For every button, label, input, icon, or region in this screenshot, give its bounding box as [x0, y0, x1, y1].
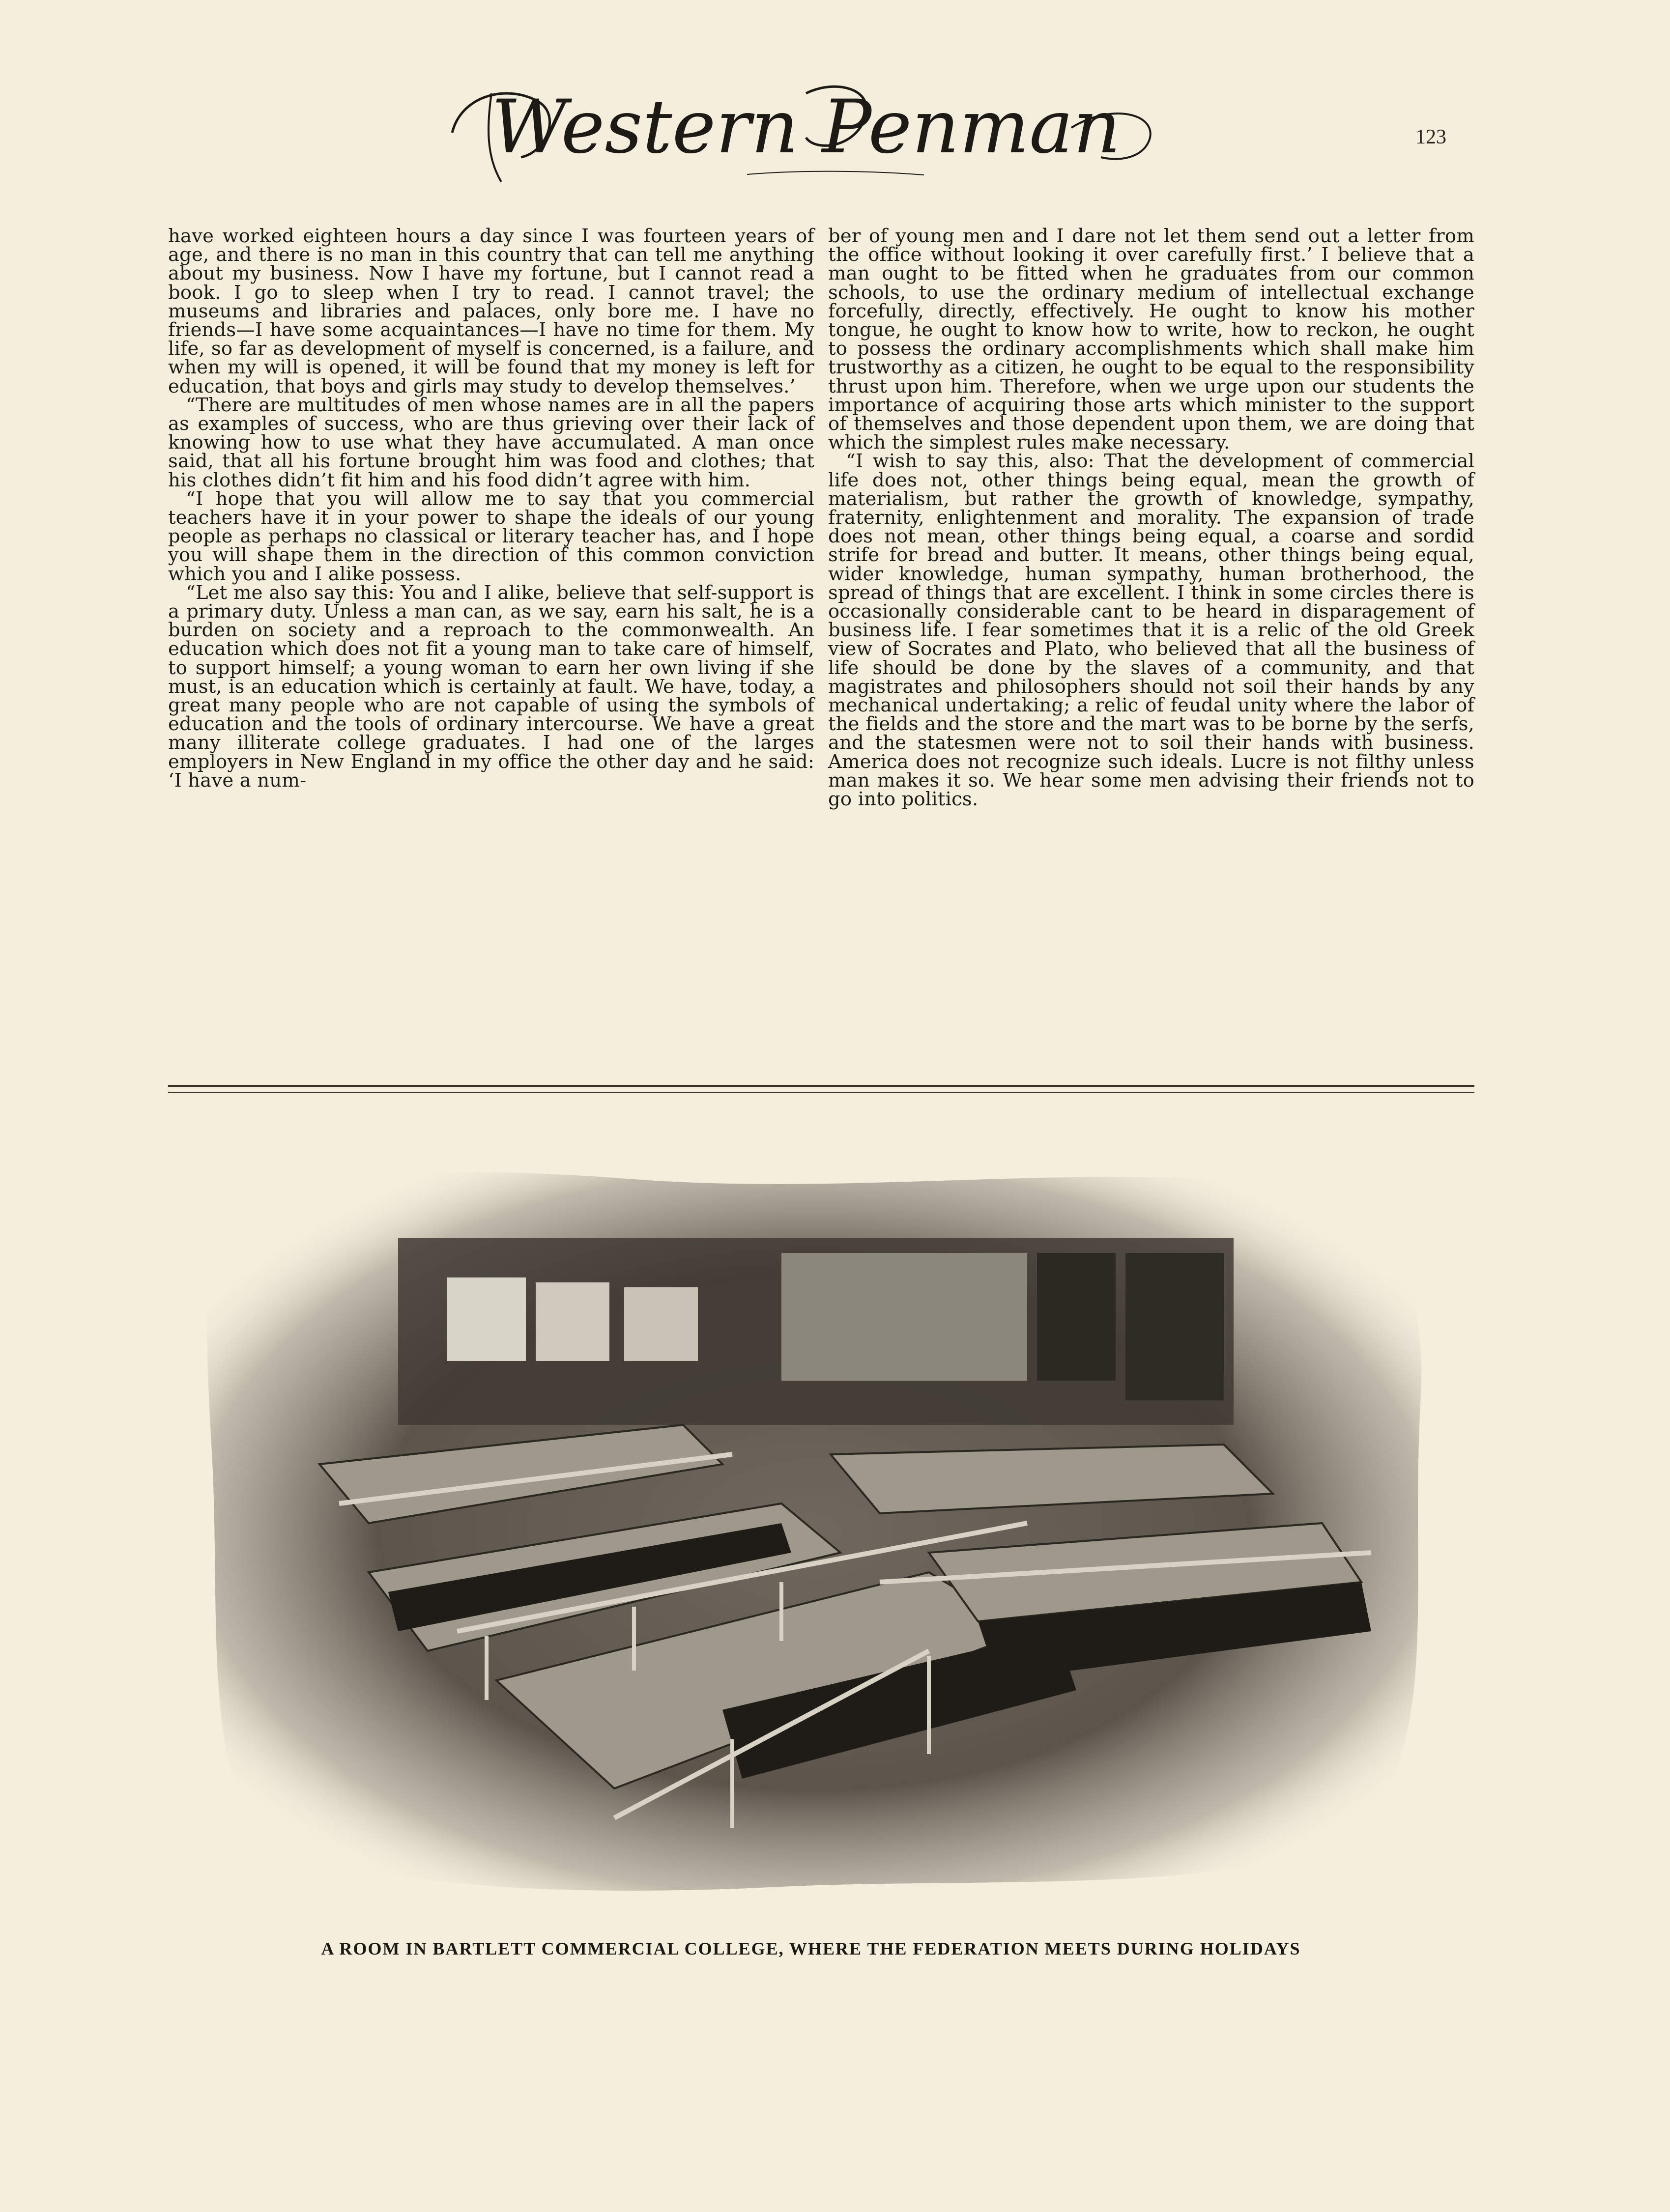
right-column	[828, 227, 1474, 809]
photo-caption: A ROOM IN BARTLETT COMMERCIAL COLLEGE, WHERE THE FEDERATION MEETS DURING HOLIDAYS	[321, 1939, 1301, 1958]
right-paragraph-1: ber of young men and I dare not let them send out a letter from the office without looking it over carefully first.’ I believe that a man ought to be fitted when he graduates from our common schools, to use the ordinary medium of intellectual exchange forcefully, directly, effectively. He ought to know his mother tongue, he ought to know how to write, how to reckon, he ought to possess the ordinary accomplishments which shall make him trustworthy as a citizen, he ought to be equal to the responsibility thrust upon him. Therefore, when we urge upon our students the importance of acquiring those arts which minister to the support of themselves and those dependent upon them, we are doing that which the simplest rules make necessary.	[828, 225, 1474, 454]
right-paragraph-2: “I wish to say this, also: That the development of commercial life does not, other things being equal, mean the growth of materialism, but rather the growth of knowledge, sympathy, fraternity, enlightenment and morality. The expansion of trade does not mean, other things being equal, a coarse and sordid strife for bread and butter. It means, other things being equal, wider knowledge, human sympathy, human brotherhood, the spread of things that are excellent. I think in some circles there is occasionally considerable cant to be heard in disparagement of business life. I fear sometimes that it is a relic of the old Greek view of Socrates and Plato, who believed that all the business of life should be done by the slaves of a community, and that magistrates and philosophers should not soil their hands by any mechanical undertaking; a relic of feudal unity where the labor of the fields and the store and the mart was to be borne by the serfs, and the statesmen were not to soil their hands with business. America does not recognize such ideals. Lucre is not filthy unless man makes it so. We hear some men advising their friends not to go into politics.	[828, 450, 1474, 811]
classroom-photo	[192, 1150, 1450, 1906]
page-number: 123	[1415, 126, 1446, 148]
left-paragraph-2: “There are multitudes of men whose names are in all the papers as examples of success, who are thus grieving over their lack of knowing how to use what they have accumulated. A man once said, that all his fortune brought him was food and clothes; that his clothes didn’t fit him and his food didn’t agree with him.	[168, 394, 814, 491]
left-column	[168, 227, 814, 790]
classroom-photo-illustration	[192, 1150, 1450, 1906]
svg-text:Western Penman: Western Penman	[491, 85, 1121, 170]
left-paragraph-1: have worked eighteen hours a day since I was fourteen years of age, and there is no man in this country that can tell me anything about my business. Now I have my fortune, but I cannot read a book. I go to sleep when I try to read. I cannot travel; the museums and libraries and palaces, only bore me. I have no friends—I have some acquaintances—I have no time for them. My life, so far as development of myself is concerned, is a failure, and when my will is opened, it will be found that my money is left for education, that boys and girls may study to develop themselves.’	[168, 225, 814, 397]
masthead-script-wordmark	[432, 74, 1180, 192]
masthead-logo	[432, 74, 1180, 192]
left-paragraph-3: “I hope that you will allow me to say that you commercial teachers have it in your power to shape the ideals of our young people as perhaps no classical or literary teacher has, and I hope you will shape them in the direction of this common conviction which you and I alike possess.	[168, 487, 814, 585]
divider-rule-top	[168, 1085, 1474, 1087]
divider-rule-bottom	[168, 1092, 1474, 1093]
left-paragraph-4: “Let me also say this: You and I alike, believe that self-support is a primary duty. Unless a man can, as we say, earn his salt, he is a burden on society and a reproach to the commonwealth. An education which does not fit a young man to take care of himself, to support himself; a young woman to earn her own living if she must, is an education which is certainly at fault. We have, today, a great many people who are not capable of using the symbols of education and the tools of ordinary intercourse. We have a great many illiterate college graduates. I had one of the larges employers in New England in my office the other day and he said: ‘I have a num-	[168, 581, 814, 792]
